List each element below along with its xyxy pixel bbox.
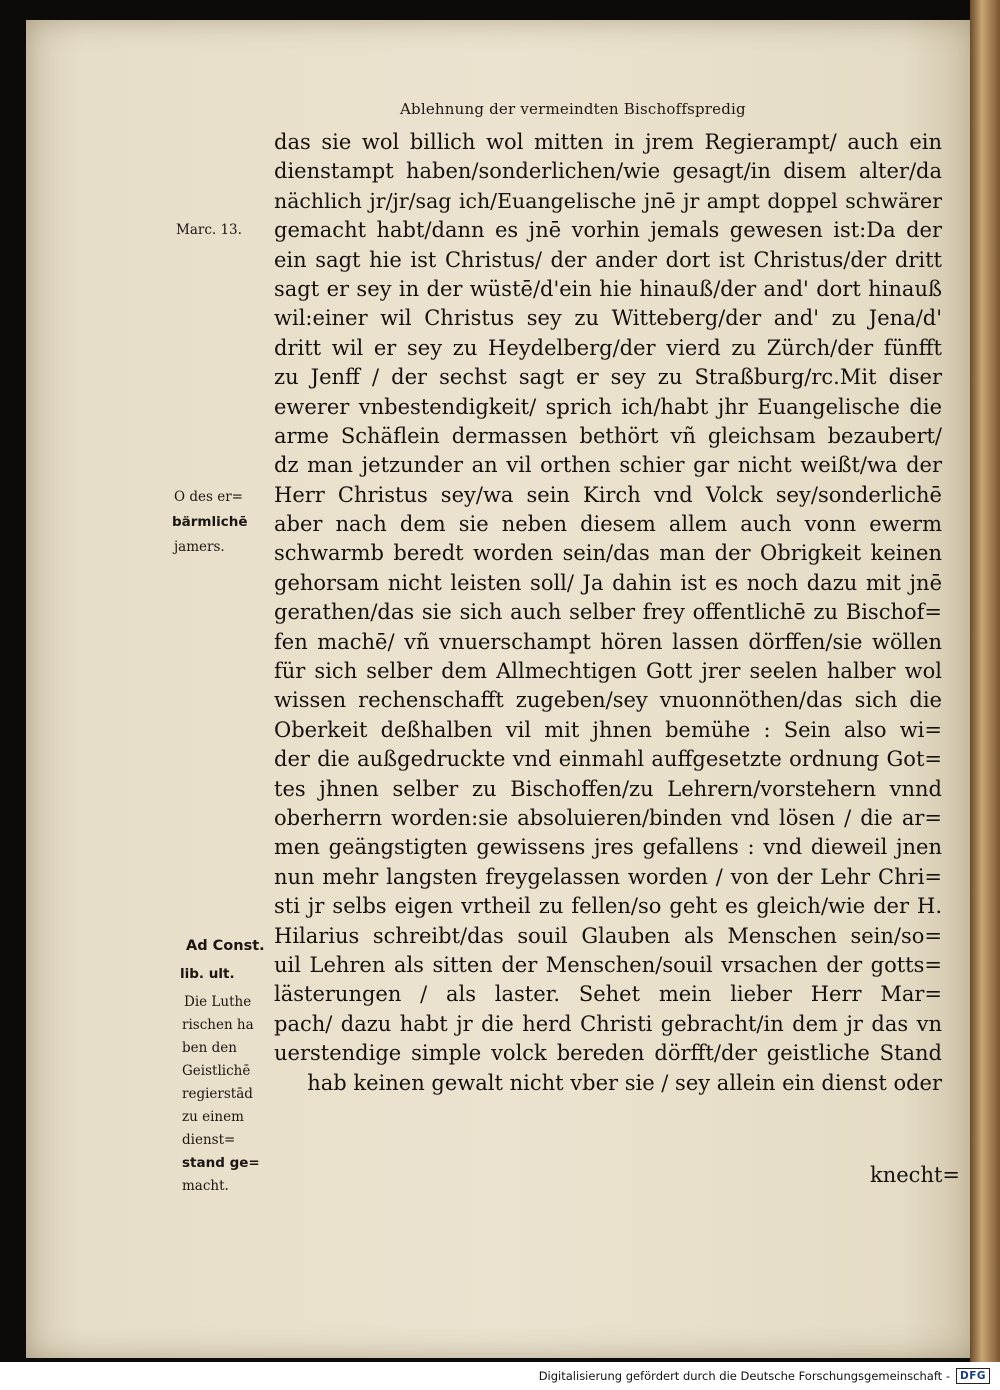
text-line (274, 863, 942, 892)
margin-note: regierstād (182, 1086, 253, 1102)
text-line (274, 304, 942, 333)
margin-note: ben den (182, 1040, 237, 1056)
margin-note: dienst= (182, 1132, 236, 1148)
text-line (274, 1069, 942, 1098)
margin-note: Ad Const. (186, 938, 265, 954)
text-line (274, 157, 942, 186)
text-line-content: sagt er sey in der wüstē/d'ein hie hinauß/der and' dort hinauß (274, 276, 942, 301)
text-line-content: schwarmb beredt worden sein/das man der Obrigkeit keinen (274, 541, 942, 566)
margin-note: stand ge= (182, 1155, 260, 1171)
text-line-content: hab keinen gewalt nicht vber sie / sey allein ein dienst oder (307, 1070, 942, 1095)
text-line (274, 980, 942, 1009)
text-line (274, 833, 942, 862)
text-line-content: Hilarius schreibt/das souil Glauben als Menschen sein/so= (274, 923, 942, 948)
text-line (274, 657, 942, 686)
text-line (274, 393, 942, 422)
text-line-content: für sich selber dem Allmechtigen Gott jrer seelen halber wol (274, 659, 942, 684)
text-line-content: Oberkeit deßhalben vil mit jhnen bemühe : Sein also wi= (274, 717, 942, 742)
margin-note: bärmlichē (172, 514, 248, 530)
text-line (274, 804, 942, 833)
text-line-content: uil Lehren als sitten der Menschen/souil vrsachen der gotts= (274, 952, 942, 977)
footer-credit: Digitalisierung gefördert durch die Deutsche Forschungsgemeinschaft - (538, 1369, 950, 1383)
text-line (274, 569, 942, 598)
text-line-content: wissen rechenschafft zugeben/sey vnuonnöthen/das sich die (274, 688, 942, 713)
text-line-content: der die außgedruckte vnd einmahl auffgesetzte ordnung Got= (274, 747, 942, 772)
text-line (274, 187, 942, 216)
text-line-content: zu Jenff / der sechst sagt er sey zu Straßburg/rc.Mit diser (274, 365, 942, 390)
margin-note: jamers. (174, 539, 225, 555)
text-line-content: men geängstigten gewissens jres gefallens : vnd dieweil jnen (274, 835, 942, 860)
dfg-logo: DFG (956, 1368, 990, 1384)
margin-note: O des er= (174, 489, 243, 505)
text-line-content: aber nach dem sie neben diesem allem auch vonn ewerm (274, 512, 942, 537)
text-line (274, 216, 942, 245)
text-line-content: sti jr selbs eigen vrtheil zu fellen/so geht es gleich/wie der H. (274, 894, 942, 919)
text-line-content: ein sagt hie ist Christus/ der ander dort ist Christus/der dritt (274, 247, 942, 272)
text-line (274, 510, 942, 539)
text-line-content: uerstendige simple volck bereden dörfft/der geistliche Stand (274, 1041, 942, 1066)
margin-note: Marc. 13. (176, 222, 242, 238)
text-line (274, 128, 942, 157)
text-line (274, 775, 942, 804)
catchword: knecht= (870, 1163, 960, 1187)
text-line-content: arme Schäflein dermassen bethört vñ gleichsam bezaubert/ (274, 423, 942, 448)
text-line-content: gehorsam nicht leisten soll/ Ja dahin ist es noch dazu mit jnē (274, 570, 942, 595)
text-line-content: nun mehr langsten freygelassen worden / von der Lehr Chri= (274, 864, 942, 889)
text-line (274, 422, 942, 451)
text-line-content: dz man jetzunder an vil orthen schier gar nicht weißt/wa der (274, 453, 942, 478)
margin-notes (0, 0, 275, 1362)
margin-note: Geistlichē (182, 1063, 251, 1079)
text-line-content: oberherrn worden:sie absoluieren/binden vnd lösen / die ar= (274, 805, 942, 830)
text-line (274, 363, 942, 392)
text-line-content: gerathen/das sie sich auch selber frey offentlichē zu Bischof= (274, 600, 942, 625)
running-head: Ablehnung der vermeindten Bischoffspredig (400, 100, 746, 118)
text-line-content: pach/ dazu habt jr die herd Christi gebracht/in dem jr das vn (274, 1011, 942, 1036)
text-line (274, 334, 942, 363)
text-line-content: wil:einer wil Christus sey zu Witteberg/der and' zu Jena/d' (274, 306, 942, 331)
book-page-edge (970, 0, 1000, 1362)
margin-note: macht. (182, 1178, 229, 1194)
text-line-content: gemacht habt/dann es jnē vorhin jemals gewesen ist:Da der (274, 218, 942, 243)
text-line-content: fen machē/ vñ vnuerschampt hören lassen dörffen/sie wöllen (274, 629, 942, 654)
margin-note: zu einem (182, 1109, 244, 1125)
text-line (274, 451, 942, 480)
text-line-content: dienstampt haben/sonderlichen/wie gesagt/in disem alter/da (274, 159, 942, 184)
text-line (274, 275, 942, 304)
text-line-content: lästerungen / als laster. Sehet mein lieber Herr Mar= (274, 982, 942, 1007)
text-line (274, 1010, 942, 1039)
text-line-content: das sie wol billich wol mitten in jrem Regierampt/ auch ein (274, 130, 942, 154)
text-line (274, 598, 942, 627)
margin-note: rischen ha (182, 1017, 254, 1033)
text-line-content: dritt wil er sey zu Heydelberg/der vierd zu Zürch/der fünfft (274, 335, 942, 360)
text-line-content: Herr Christus sey/wa sein Kirch vnd Volck sey/sonderlichē (274, 482, 942, 507)
text-line (274, 481, 942, 510)
text-line (274, 628, 942, 657)
text-line (274, 716, 942, 745)
text-line (274, 539, 942, 568)
text-line (274, 686, 942, 715)
text-line-content: ewerer vnbestendigkeit/ sprich ich/habt jhr Euangelische die (274, 394, 942, 419)
margin-note: lib. ult. (180, 966, 235, 982)
text-line (274, 745, 942, 774)
text-line (274, 922, 942, 951)
text-line-content: nächlich jr/jr/sag ich/Euangelische jnē jr ampt doppel schwärer (274, 188, 942, 213)
text-line (274, 1039, 942, 1068)
footer (0, 1362, 1000, 1390)
text-line (274, 951, 942, 980)
text-line (274, 892, 942, 921)
text-line (274, 246, 942, 275)
main-text-block (274, 128, 942, 1098)
margin-note: Die Luthe (184, 994, 252, 1010)
text-line-content: tes jhnen selber zu Bischoffen/zu Lehrern/vorstehern vnnd (274, 776, 942, 801)
